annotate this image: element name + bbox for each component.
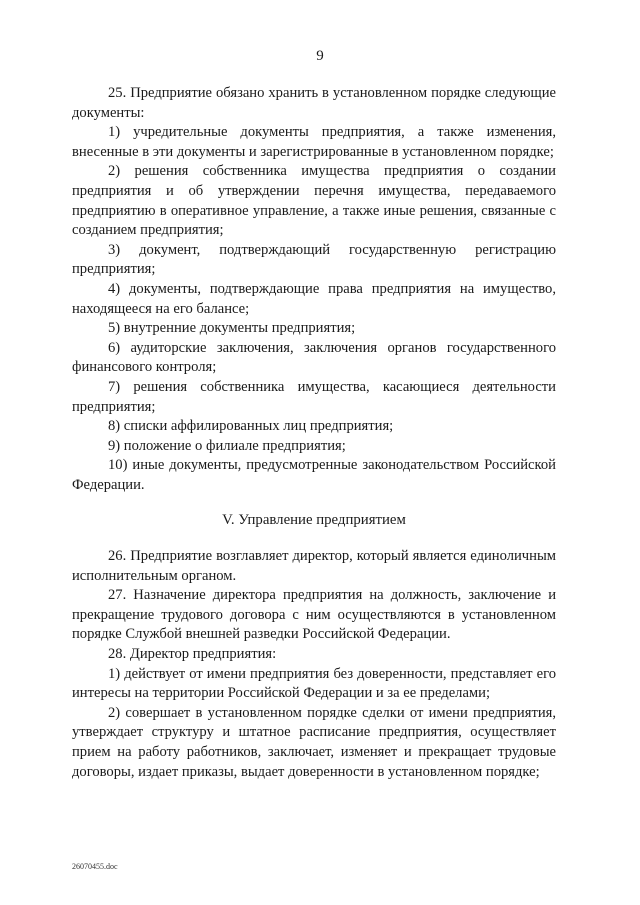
list-item-4: 4) документы, подтверждающие права предприятия на имущество, находящееся на его балансе; xyxy=(72,280,556,317)
footer-filename: 26070455.doc xyxy=(72,862,118,871)
paragraph-28: 28. Директор предприятия: xyxy=(108,646,277,663)
list-item-2: 2) решения собственника имущества предприятия о создании предприятия и об утверждении перечня имущества, передаваемого предприятию в оперативное управление, а также иные решения, связанные с созданием предприятия; xyxy=(72,163,556,239)
document-body xyxy=(72,84,556,782)
list-item-8: 8) списки аффилированных лиц предприятия; xyxy=(108,418,394,435)
director-item-2: 2) совершает в установленном порядке сделки от имени предприятия, утверждает структуру и штатное расписание предприятия, осуществляет прием на работу работников, заключает, изменяет и прекращает трудовые договоры, издает приказы, выдает доверенности в установленном порядке; xyxy=(72,704,556,780)
paragraph-26: 26. Предприятие возглавляет директор, который является единоличным исполнительным органом. xyxy=(72,548,556,584)
paragraph-27: 27. Назначение директора предприятия на должность, заключение и прекращение трудового договора с ним осуществляются в установленном порядке Службой внешней разведки Российской Федерации. xyxy=(72,587,556,643)
list-item-1: 1) учредительные документы предприятия, а также изменения, внесенные в эти документы и зарегистрированные в установленном порядке; xyxy=(72,124,556,160)
page-number: 9 xyxy=(316,48,324,64)
section-heading: V. Управление предприятием xyxy=(222,512,406,529)
list-item-3: 3) документ, подтверждающий государственную регистрацию предприятия; xyxy=(72,241,556,278)
list-item-7: 7) решения собственника имущества, касающиеся деятельности предприятия; xyxy=(72,378,556,415)
list-item-9: 9) положение о филиале предприятия; xyxy=(108,437,346,454)
list-item-6: 6) аудиторские заключения, заключения органов государственного финансового контроля; xyxy=(72,339,556,376)
paragraph-25: 25. Предприятие обязано хранить в установленном порядке следующие документы: xyxy=(72,85,556,121)
list-item-10: 10) иные документы, предусмотренные законодательством Российской Федерации. xyxy=(72,457,556,493)
director-item-1: 1) действует от имени предприятия без доверенности, представляет его интересы на территории Российской Федерации и за ее пределами; xyxy=(72,665,556,702)
list-item-5: 5) внутренние документы предприятия; xyxy=(108,320,356,337)
